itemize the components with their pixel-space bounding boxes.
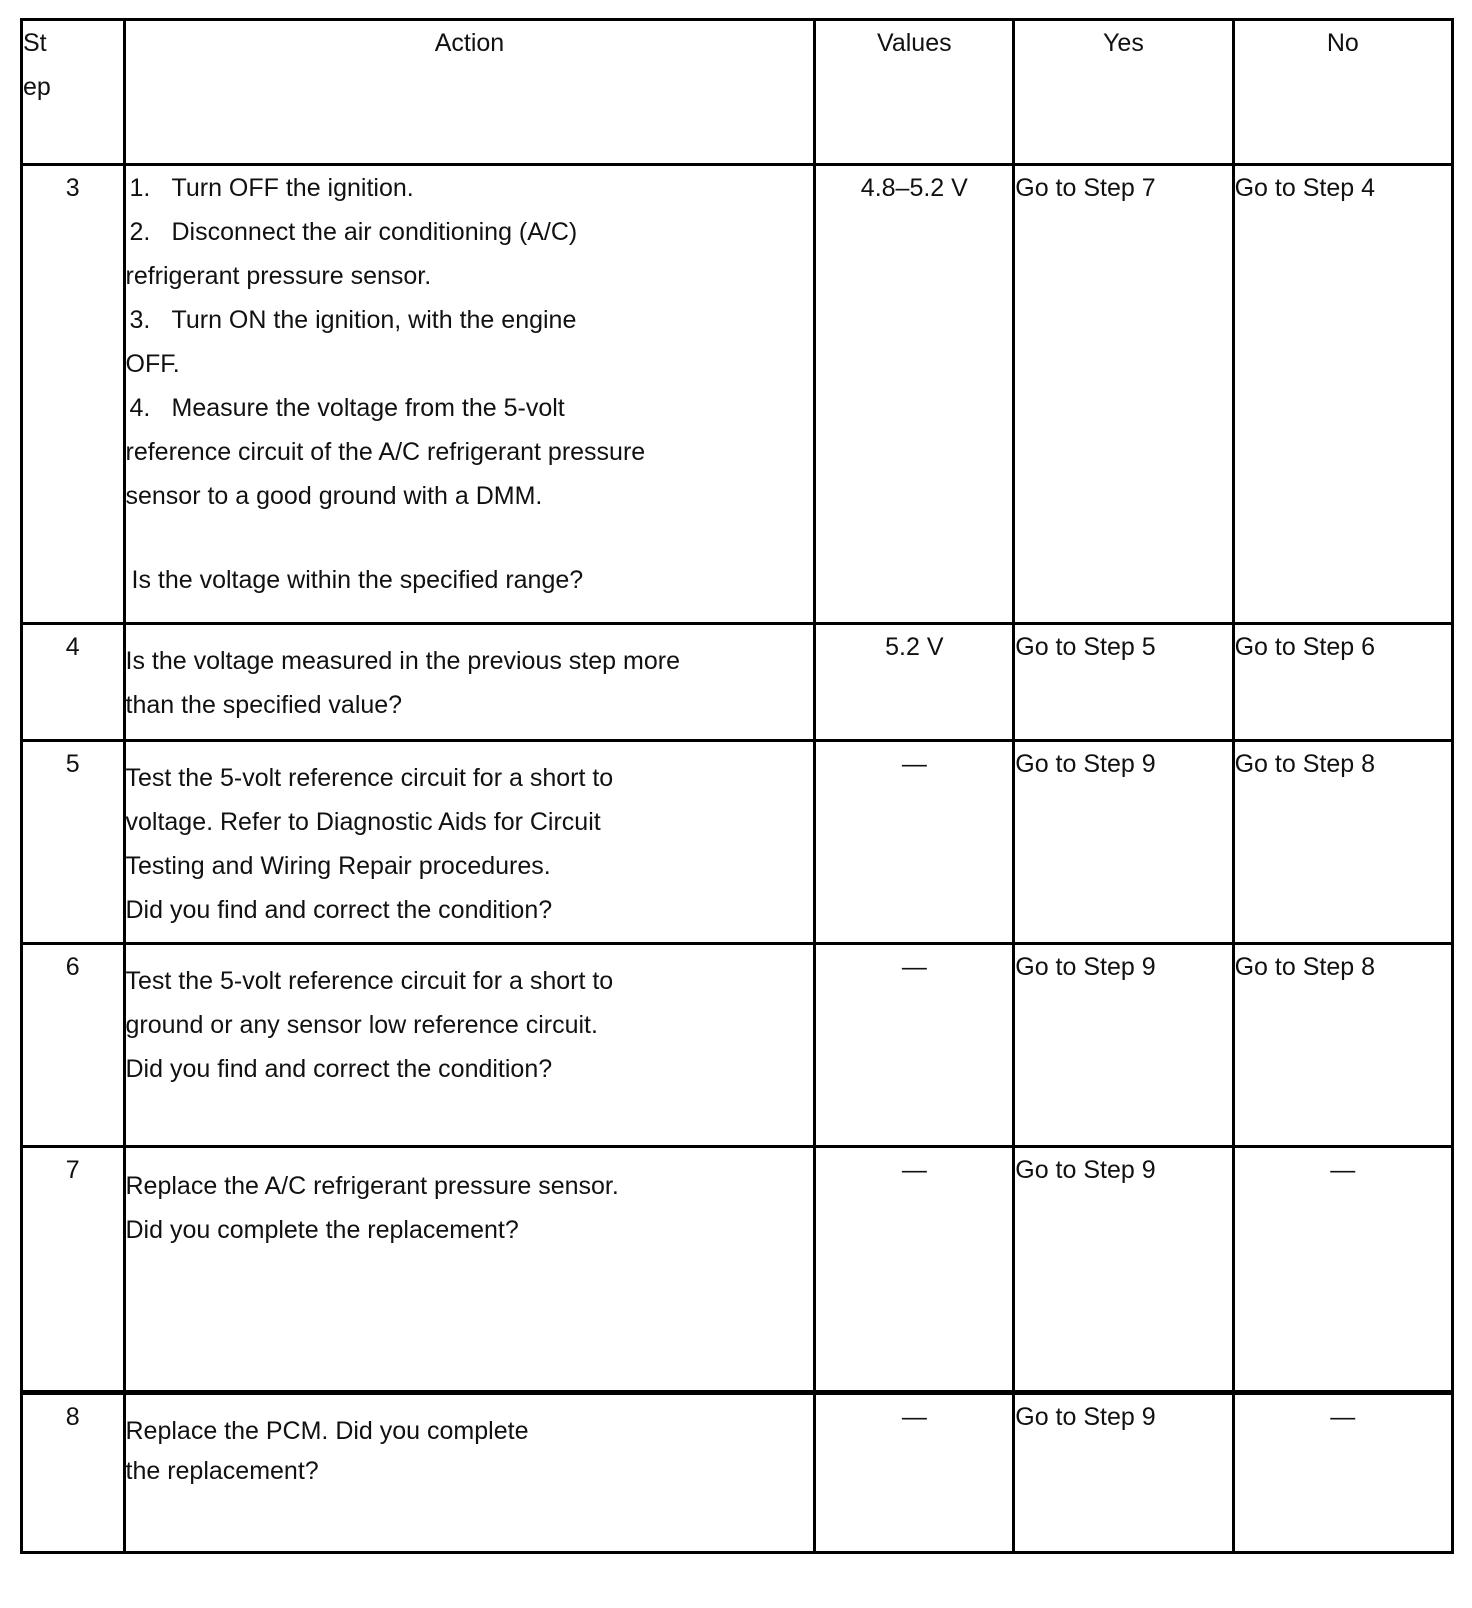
action-line: Is the voltage measured in the previous step more xyxy=(125,647,680,675)
no-cell: — xyxy=(1233,1147,1452,1393)
no-cell: Go to Step 6 xyxy=(1233,624,1452,741)
no-cell: Go to Step 4 xyxy=(1233,165,1452,624)
yes-cell: Go to Step 9 xyxy=(1014,1147,1233,1393)
action-line: Did you find and correct the condition? xyxy=(125,896,553,924)
step-number: 6 xyxy=(22,944,125,1147)
value-cell: — xyxy=(815,741,1014,944)
action-line: 2. Disconnect the air conditioning (A/C) xyxy=(129,218,578,246)
action-line: refrigerant pressure sensor. xyxy=(125,262,432,290)
step-number: 7 xyxy=(22,1147,125,1393)
table-row xyxy=(22,944,1453,1147)
yes-cell: Go to Step 9 xyxy=(1014,1393,1233,1553)
action-line: 3. Turn ON the ignition, with the engine xyxy=(129,306,577,334)
action-line: OFF. xyxy=(125,350,180,378)
step-number: 4 xyxy=(22,624,125,741)
step-number: 3 xyxy=(22,165,125,624)
action-cell xyxy=(124,165,815,624)
table-row xyxy=(22,1393,1453,1553)
yes-cell: Go to Step 7 xyxy=(1014,165,1233,624)
action-line: Replace the A/C refrigerant pressure sensor. xyxy=(125,1172,619,1200)
action-line: Test the 5-volt reference circuit for a short to xyxy=(125,764,614,792)
action-line: Test the 5-volt reference circuit for a short to xyxy=(125,967,614,995)
action-cell xyxy=(124,741,815,944)
action-line: reference circuit of the A/C refrigerant pressure xyxy=(125,438,646,466)
header-values: Values xyxy=(815,20,1014,165)
step-number: 5 xyxy=(22,741,125,944)
action-line: sensor to a good ground with a DMM. xyxy=(125,482,543,510)
action-line: than the specified value? xyxy=(125,691,403,719)
action-cell xyxy=(124,944,815,1147)
header-no: No xyxy=(1233,20,1452,165)
value-cell: 4.8–5.2 V xyxy=(815,165,1014,624)
no-cell: — xyxy=(1233,1393,1452,1553)
action-cell xyxy=(124,624,815,741)
action-cell xyxy=(124,1393,815,1553)
action-cell xyxy=(124,1147,815,1393)
value-cell: 5.2 V xyxy=(815,624,1014,741)
step-number: 8 xyxy=(22,1393,125,1553)
yes-cell: Go to Step 5 xyxy=(1014,624,1233,741)
action-question: Is the voltage within the specified range? xyxy=(131,566,584,594)
action-line: 4. Measure the voltage from the 5-volt xyxy=(129,394,565,422)
action-line: Replace the PCM. Did you complete xyxy=(125,1417,529,1445)
action-line: ground or any sensor low reference circuit. xyxy=(125,1011,598,1039)
action-line: Did you find and correct the condition? xyxy=(125,1055,553,1083)
yes-cell: Go to Step 9 xyxy=(1014,741,1233,944)
value-cell: — xyxy=(815,944,1014,1147)
header-row xyxy=(22,20,1453,165)
table-row xyxy=(22,624,1453,741)
header-step-line1: St xyxy=(23,29,47,57)
header-step-line2: ep xyxy=(23,73,51,101)
table-row xyxy=(22,741,1453,944)
diagnostic-table xyxy=(20,18,1454,1554)
action-line: Testing and Wiring Repair procedures. xyxy=(125,852,551,880)
action-line: 1. Turn OFF the ignition. xyxy=(129,174,414,202)
table-row xyxy=(22,165,1453,624)
no-cell: Go to Step 8 xyxy=(1233,944,1452,1147)
header-step xyxy=(22,20,125,165)
action-line: voltage. Refer to Diagnostic Aids for Circuit xyxy=(125,808,601,836)
header-action: Action xyxy=(124,20,815,165)
yes-cell: Go to Step 9 xyxy=(1014,944,1233,1147)
header-yes: Yes xyxy=(1014,20,1233,165)
no-cell: Go to Step 8 xyxy=(1233,741,1452,944)
table-row xyxy=(22,1147,1453,1393)
action-line: the replacement? xyxy=(125,1457,319,1485)
value-cell: — xyxy=(815,1393,1014,1553)
value-cell: — xyxy=(815,1147,1014,1393)
action-line: Did you complete the replacement? xyxy=(125,1216,519,1244)
